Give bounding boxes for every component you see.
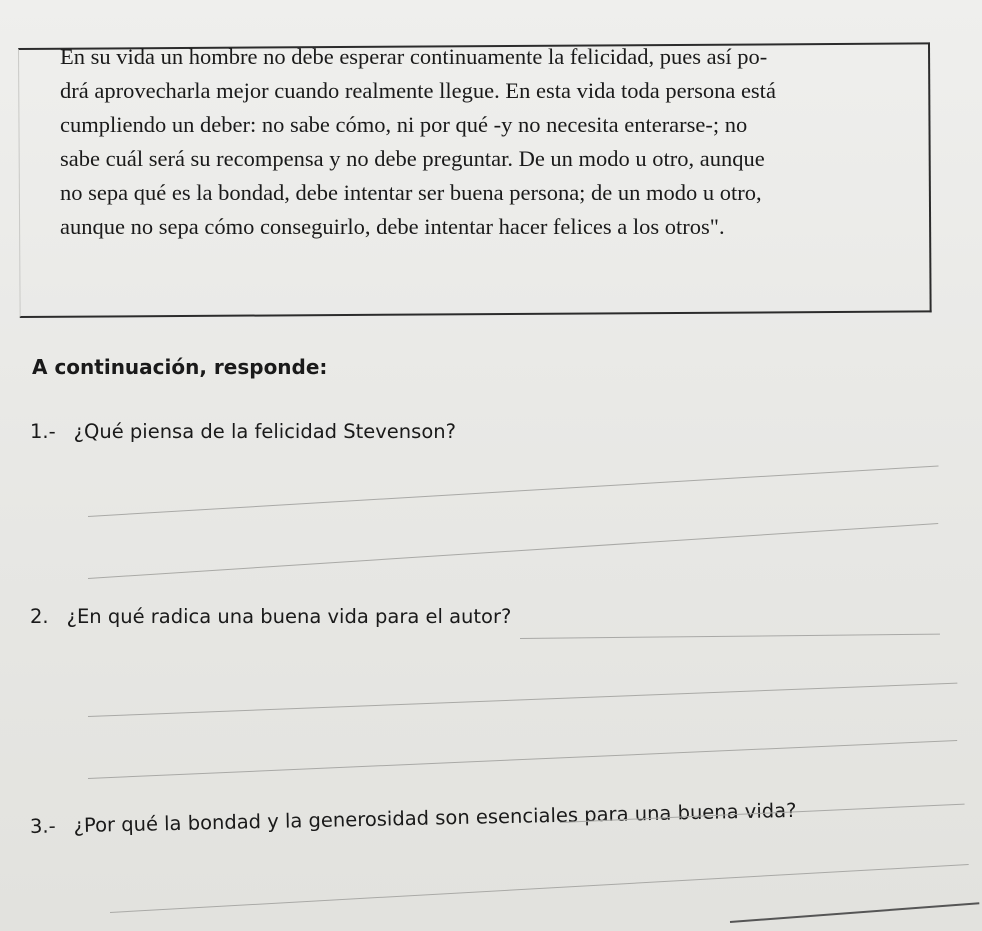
answer-line-3c[interactable] — [730, 902, 979, 923]
answer-line-2c[interactable] — [88, 740, 957, 779]
answer-line-3b[interactable] — [110, 864, 969, 913]
passage-line: aunque no sepa cómo conseguirlo, debe intentar hacer felices a los otros". — [60, 214, 725, 239]
passage-line: drá aprovecharla mejor cuando realmente llegue. En esta vida toda persona está — [60, 78, 776, 103]
passage-line: sabe cuál será su recompensa y no debe preguntar. De un modo u otro, aunque — [60, 146, 765, 171]
question-text: ¿En qué radica una buena vida para el autor? — [66, 605, 512, 628]
passage-line: En su vida un hombre no debe esperar continuamente la felicidad, pues así po- — [60, 44, 768, 69]
question-number: 2. — [30, 605, 49, 628]
answer-line-2b[interactable] — [88, 683, 957, 717]
question-text: ¿Por qué la bondad y la generosidad son esenciales para una buena vida? — [73, 798, 797, 838]
question-number: 3.- — [29, 814, 56, 838]
question-text: ¿Qué piensa de la felicidad Stevenson? — [73, 420, 456, 443]
question-1 — [30, 420, 456, 443]
question-number: 1.- — [30, 420, 56, 443]
question-3 — [30, 799, 797, 838]
passage-line: cumpliendo un deber: no sabe cómo, ni por qué -y no necesita enterarse-; no — [60, 112, 748, 137]
instructions-heading: A continuación, responde: — [32, 355, 328, 379]
answer-line-1b[interactable] — [88, 523, 938, 579]
passage-text — [60, 40, 880, 244]
passage-line: no sepa qué es la bondad, debe intentar ser buena persona; de un modo u otro, — [60, 180, 762, 205]
answer-line-1a[interactable] — [88, 465, 939, 517]
answer-line-2a[interactable] — [520, 634, 940, 639]
question-2 — [30, 605, 511, 628]
